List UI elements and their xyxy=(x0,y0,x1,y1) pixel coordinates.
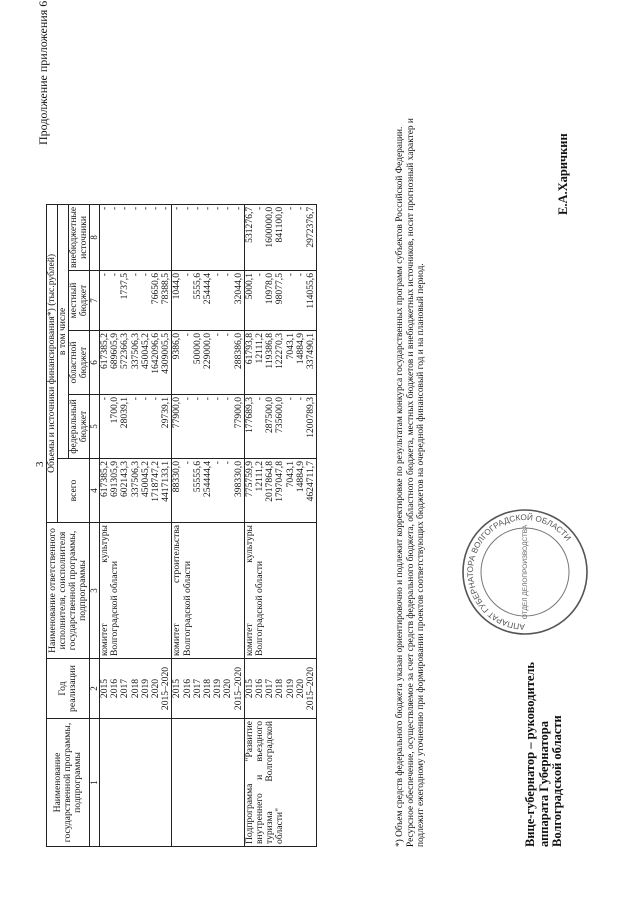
signature-block xyxy=(524,662,565,847)
stamp-inner-text: ОТДЕЛ ДЕЛОПРОИЗВОДСТВА xyxy=(522,524,529,620)
col-number: 8 xyxy=(90,204,100,270)
table-row xyxy=(244,204,316,846)
header-federal: федеральный бюджет xyxy=(69,395,90,459)
col-number: 4 xyxy=(90,459,100,523)
local-cell: - - 1737,5 - - 76650,6 78388,5 xyxy=(100,271,172,331)
official-stamp xyxy=(460,507,590,637)
header-extra: внебюджетные источники xyxy=(69,204,90,270)
col-number: 7 xyxy=(90,271,100,331)
table-row xyxy=(100,204,172,846)
regional-cell: 617385,2 689605,9 572366,3 337506,3 450045,2 1642096,6 4309005,5 xyxy=(100,331,172,395)
funding-table xyxy=(46,204,317,847)
header-executor: Наименование ответственного исполнителя, соисполнителя государственной программы, подпрограммы xyxy=(47,523,90,659)
header-total: всего xyxy=(58,459,90,523)
svg-text:АППАРАТ ГУБЕРНАТОРА ВОЛГОГРАДС xyxy=(466,511,573,631)
col-number: 2 xyxy=(90,659,100,719)
local-cell: 5000,1 - 10978,0 98077,5 - - 114055,6 xyxy=(244,271,316,331)
executor-name: комитет культуры Волгоградской области xyxy=(100,523,172,659)
signatory-name: Е.А.Харичкин xyxy=(556,133,570,215)
extra-cell: - - - - - - - xyxy=(172,204,244,270)
header-year: Год реализации xyxy=(47,659,90,719)
executor-name: комитет культуры Волгоградской области xyxy=(244,523,316,659)
federal-cell: - 1700,0 28039,1 - - - 29739,1 xyxy=(100,395,172,459)
regional-cell: 61793,8 12111,2 119386,8 122270,3 7043,1 14884,9 337490,1 xyxy=(244,331,316,395)
col-number: 6 xyxy=(90,331,100,395)
regional-cell: 9386,0 - 50000,0 229000,0 - - 288386,0 xyxy=(172,331,244,395)
page-number: 3 xyxy=(34,461,46,467)
federal-cell: 177689,3 - 287500,0 735600,0 - - 1200789,3 xyxy=(244,395,316,459)
total-cell: 88330,0 - 55555,6 254444,4 - - 398330,0 xyxy=(172,459,244,523)
col-number: 1 xyxy=(90,719,100,847)
column-number-row xyxy=(90,204,100,846)
program-name xyxy=(100,719,172,847)
extra-cell: - - - - - - - xyxy=(100,204,172,270)
total-cell: 775759,9 12111,2 2017864,8 1797047,8 7043,1 14884,9 4624711,7 xyxy=(244,459,316,523)
program-name xyxy=(172,719,244,847)
years-cell: 2015 2016 2017 2018 2019 2020 2015–2020 xyxy=(244,659,316,719)
stamp-outer-text: АППАРАТ ГУБЕРНАТОРА ВОЛГОГРАДСКОЙ ОБЛАСТИ xyxy=(465,512,573,632)
footnote: *) Объем средств федерального бюджета указан ориентировочно и подлежит корректировке по результатам конкурса государственных программ субъектов Российской Федерации. Ресурсное обеспечение, осуществляемое за счет средств федерального бюджета, областного бюджета, местных бюджетов и внебюджетных источников, носит прогнозный характер и подлежит ежегодному уточнению при формировании проектов соответствующих бюджетов на очередной финансовый год и на плановый период. xyxy=(395,118,427,847)
header-local: местный бюджет xyxy=(69,271,90,331)
signatory-position: Вице-губернатор – руководитель xyxy=(523,661,537,847)
signatory-position: Волгоградской области xyxy=(550,715,565,847)
program-name: Подпрограмма "Развитие внутреннего и въездного туризма Волгоградской области" xyxy=(244,719,316,847)
header-program: Наименование государственной программы, подпрограммы xyxy=(47,719,90,847)
header-volumes: Объемы и источники финансирования*) (тыс.рублей) xyxy=(47,204,58,522)
years-cell: 2015 2016 2017 2018 2019 2020 2015–2020 xyxy=(172,659,244,719)
col-number: 5 xyxy=(90,395,100,459)
signatory-position: аппарата Губернатора xyxy=(536,721,551,847)
local-cell: 1044,0 - 5555,6 25444,4 - - 32044,0 xyxy=(172,271,244,331)
header-regional: областной бюджет xyxy=(69,331,90,395)
total-cell: 617385,2 691305,9 602143,3 337506,3 450045,2 1718747,2 4417133,1 xyxy=(100,459,172,523)
extra-cell: 531276,7 - 1600000,0 841100,0 - - 2972376,7 xyxy=(244,204,316,270)
appendix-label: Продолжение приложения 6 xyxy=(36,0,50,145)
executor-name: комитет строительства Волгоградской области xyxy=(172,523,244,659)
table-row xyxy=(172,204,244,846)
col-number: 3 xyxy=(90,523,100,659)
federal-cell: 77900,0 - - - - - 77900,0 xyxy=(172,395,244,459)
header-including: в том числе xyxy=(58,204,69,458)
years-cell: 2015 2016 2017 2018 2019 2020 2015–2020 xyxy=(100,659,172,719)
